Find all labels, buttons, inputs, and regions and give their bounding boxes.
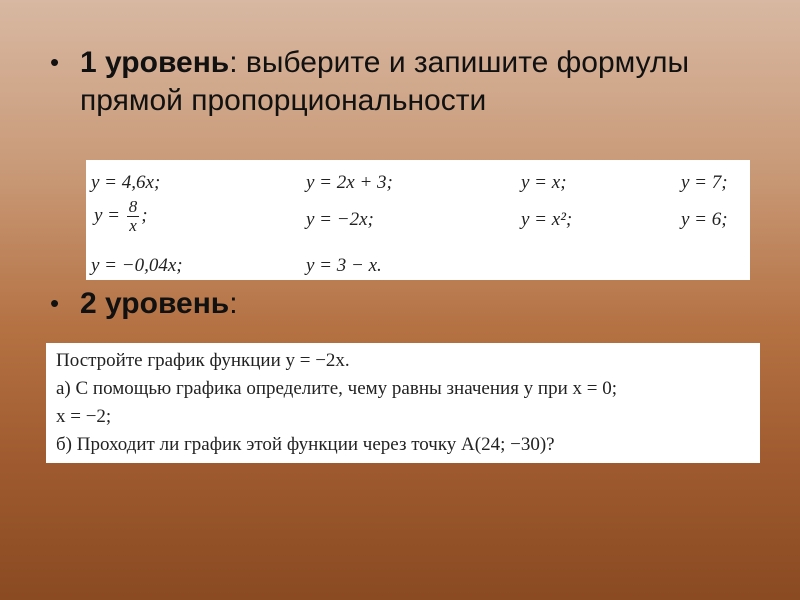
formula-1: y = 4,6x; (91, 172, 161, 193)
formula-5-suffix: ; (141, 204, 148, 226)
level-1-instruction: : выберите и запишите формулы прямой пропорциональности (80, 46, 690, 117)
fraction-denominator: x (129, 216, 137, 235)
task-line-2: а) С помощью графика определите, чему равны значения y при x = 0; (56, 378, 618, 399)
level-1-heading: 1 уровень (80, 46, 230, 79)
fraction (127, 198, 140, 235)
level-1-bullet (50, 44, 740, 120)
level-2-text (80, 285, 238, 323)
level-1-text (80, 44, 740, 120)
formula-6: y = −2x; (306, 209, 374, 230)
task-line-3: x = −2; (56, 406, 112, 427)
formula-3: y = x; (521, 172, 567, 193)
formula-7: y = x²; (521, 209, 573, 230)
formula-8: y = 6; (681, 209, 728, 230)
fraction-numerator: 8 (128, 197, 138, 216)
level-2-suffix: : (229, 287, 238, 320)
formula-5-prefix: y = (94, 204, 121, 226)
task-line-4: б) Проходит ли график этой функции через точку A(24; −30)? (56, 434, 555, 455)
task-line-1: Постройте график функции y = −2x. (56, 350, 350, 371)
formula-10: y = 3 − x. (306, 255, 382, 276)
formula-5 (94, 198, 148, 235)
bullet-marker: • (50, 288, 60, 318)
bullet-marker: • (50, 47, 60, 77)
level-2-heading: 2 уровень (80, 287, 230, 320)
formula-9: y = −0,04x; (91, 255, 183, 276)
formula-2: y = 2x + 3; (306, 172, 393, 193)
formula-4: y = 7; (681, 172, 728, 193)
level-2-bullet (50, 285, 238, 323)
task-box (46, 343, 760, 463)
formula-list (86, 160, 750, 280)
